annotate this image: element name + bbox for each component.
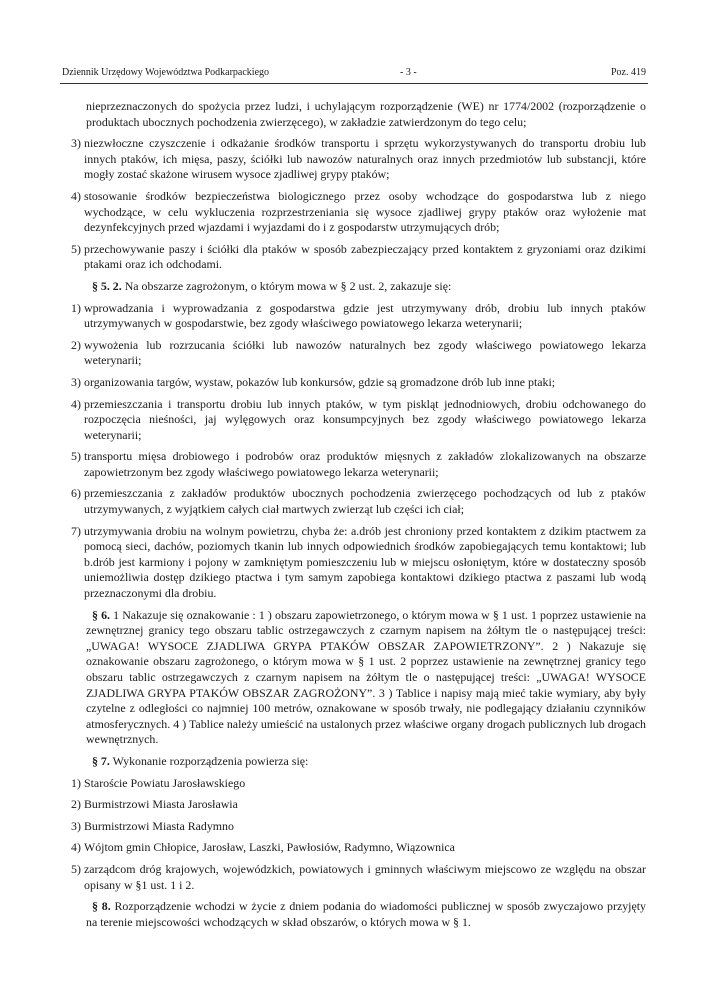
- list-item-number: 3): [71, 374, 81, 389]
- list-item-number: 4): [71, 396, 81, 411]
- list-item-number: 5): [71, 241, 81, 256]
- list-item-text: przemieszczania i transportu drobiu lub innych ptaków, w tym piskląt jednodniowych, drobiu odchowanego do rozpoczęcia nieśności, jaj wylęgowych oraz konsumpcyjnych bez zgody właściwego powiatowego lekarza weterynarii;: [84, 396, 646, 442]
- list-item-text: transportu mięsa drobiowego i podrobów oraz produktów mięsnych z zakładów zlokalizowanych na obszarze zapowietrzonym bez zgody właściwego powiatowego lekarza weterynarii;: [84, 449, 646, 479]
- list-item-text: utrzymywania drobiu na wolnym powietrzu, chyba że: a.drób jest chroniony przed kontaktem z dzikim ptactwem za pomocą sieci, dachów, poziomych tkanin lub innych odpowiednich środków zapobiegających temu kontaktowi; lub b.drób jest karmiony i pojony w zamkniętym pomieszczeniu lub w miejscu osłoniętym, które w dostateczny sposób uniemożliwia dostęp dzikiego ptactwa i tym samym zapobiega kontaktowi dzikiego ptactwa z paszami lub wodą przeznaczonymi dla drobiu.: [84, 523, 646, 601]
- list-item: [71, 375, 646, 391]
- header-rule: [60, 83, 648, 84]
- position-number: Poz. 419: [611, 67, 646, 78]
- list-item-text: Burmistrzowi Miasta Radymno: [84, 818, 234, 833]
- list-item-number: 4): [71, 188, 81, 203]
- list-item: [71, 136, 646, 183]
- list-item: [71, 449, 646, 480]
- list-item-number: 7): [71, 523, 81, 538]
- list-item-text: Burmistrzowi Miasta Jarosławia: [84, 797, 238, 812]
- list-item-text: Staroście Powiatu Jarosławskiego: [84, 775, 246, 790]
- list-item: [71, 486, 646, 517]
- list-item-text: zarządcom dróg krajowych, wojewódzkich, powiatowych i gminnych właściwym miejscowo ze względu na obszar opisany w §1 ust. 1 i 2.: [84, 861, 646, 892]
- section-8: [86, 899, 646, 930]
- list-item: [71, 819, 646, 835]
- section-label: § 6.: [92, 607, 110, 622]
- list-item-number: 5): [71, 449, 81, 464]
- section-6: [86, 608, 646, 748]
- list-item: [71, 242, 646, 273]
- list-item: [71, 862, 646, 893]
- list-item: [71, 840, 646, 856]
- document-body: [71, 99, 647, 936]
- list-item: [71, 338, 646, 369]
- list-item-number: 3): [71, 818, 81, 833]
- list-item-number: 5): [71, 861, 81, 876]
- section-text: Wykonanie rozporządzenia powierza się:: [112, 753, 309, 768]
- continuation-paragraph: nieprzeznaczonych do spożycia przez ludzi, i uchylającym rozporządzenie (WE) nr 1774/2002 (rozporządzenie o produktach ubocznych pochodzenia zwierzęcego), w zakładzie zatwierdzonym do tego celu;: [86, 99, 646, 129]
- list-item-text: organizowania targów, wystaw, pokazów lub konkursów, gdzie są gromadzone drób lub inne ptaki;: [84, 374, 556, 389]
- list-item-number: 6): [71, 486, 81, 501]
- journal-title: Dziennik Urzędowy Województwa Podkarpackiego: [62, 67, 270, 78]
- list-item-text: niezwłoczne czyszczenie i odkażanie środków transportu i sprzętu wykorzystywanych do transportu drobiu lub innych ptaków, ich mięsa, paszy, ściółki lub nawozów naturalnych oraz innych przedmiotów lub substancji, które mogły zostać skażone wirusem wysoce zjadliwej grypy ptaków;: [84, 136, 646, 182]
- list-item: [71, 524, 646, 602]
- section-text: Rozporządzenie wchodzi w życie z dniem podania do wiadomości publicznej w sposób zwyczajowo przyjęty na terenie miejscowości wchodzących w skład obszarów, o których mowa w § 1.: [86, 899, 646, 929]
- list-item: [71, 301, 646, 332]
- section-text: 1 Nakazuje się oznakowanie : 1 ) obszaru zapowietrzonego, o którym mowa w § 1 ust. 1 poprzez ustawienie na zewnętrznej granicy tego obszaru tablic ostrzegawczych z czarnym napisem na żółtym tle o następującej treści: „UWAGA! WYSOCE ZJADLIWA GRYPA PTAKÓW OBSZAR ZAPOWIETRZONY”. 2 ) Nakazuje się oznakowanie obszaru zagrożonego, o którym mowa w § 1 ust. 2 poprzez ustawienie na zewnętrznej granicy tego obszaru tablic ostrzegawczych z czarnym napisem na żółtym tle o następującej treści: „UWAGA! WYSOCE ZJADLIWA GRYPA PTAKÓW OBSZAR ZAGROŻONY”. 3 ) Tablice i napisy mają mieć takie wymiary, aby były czytelne z odległości co najmniej 100 metrów, oznakowane w sposób trwały, nie podlegający działaniu czynników atmosferycznych. 4 ) Tablice należy umieścić na ustalonych przez właściwe organy drogach publicznych lub drogach wewnętrznych.: [86, 607, 647, 747]
- list-item-text: przemieszczania z zakładów produktów ubocznych pochodzenia zwierzęcego pochodzących od lub z ptaków utrzymywanych, z wyjątkiem całych ciał martwych zwierząt lub części ich ciał;: [84, 486, 646, 517]
- list-item: [71, 189, 646, 236]
- section-label: § 8.: [92, 899, 111, 914]
- list-item-text: wprowadzania i wyprowadzania z gospodarstwa gdzie jest utrzymywany drób, drobiu lub innych ptaków utrzymywanych w gospodarstwie, bez zgody właściwego powiatowego lekarza weterynarii;: [84, 300, 646, 331]
- list-item: [71, 797, 646, 813]
- list-item-number: 1): [71, 775, 81, 790]
- section-7: [86, 754, 646, 770]
- list-item-number: 4): [71, 840, 81, 855]
- section-label: § 5. 2.: [92, 278, 122, 293]
- list-item-number: 2): [71, 337, 81, 352]
- list-item-text: wywożenia lub rozrzucania ściółki lub nawozów naturalnych bez zgody właściwego powiatowego lekarza weterynarii;: [84, 337, 646, 368]
- list-item: [71, 397, 646, 444]
- list-item-text: przechowywanie paszy i ściółki dla ptaków w sposób zabezpieczający przed kontaktem z gryzoniami oraz dzikimi ptakami oraz ich odchodami.: [84, 241, 646, 272]
- section-5-2: [86, 279, 646, 295]
- list-item: [71, 776, 646, 792]
- list-item-number: 1): [71, 300, 81, 315]
- list-item-text: Wójtom gmin Chłopice, Jarosław, Laszki, Pawłosiów, Radymno, Wiązownica: [84, 840, 455, 855]
- section-label: § 7.: [92, 753, 110, 768]
- page-header: [62, 67, 646, 79]
- list-item-text: stosowanie środków bezpieczeństwa biologicznego przez osoby wchodzące do gospodarstwa lub z niego wychodzące, w celu wykluczenia rozprzestrzeniania się wysoce zjadliwej grypy ptaków oraz wyłożenie mat dezynfekcyjnych przed wjazdami i wyjazdami do i z gospodarstw utrzymujących drób;: [84, 188, 646, 235]
- page-number: - 3 -: [400, 67, 417, 78]
- list-item-number: 3): [71, 136, 81, 151]
- list-item-number: 2): [71, 797, 81, 812]
- section-text: Na obszarze zagrożonym, o którym mowa w § 2 ust. 2, zakazuje się:: [124, 278, 452, 293]
